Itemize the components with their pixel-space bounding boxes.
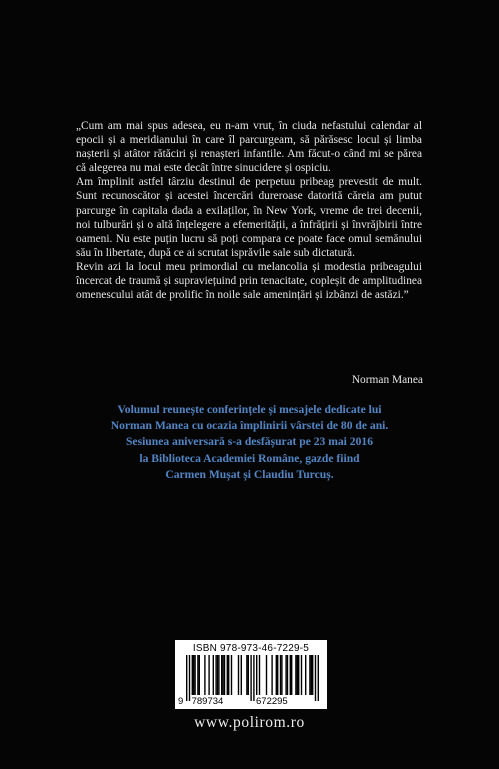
barcode-bar — [186, 655, 187, 701]
barcode-bar — [224, 655, 225, 695]
barcode-bar — [215, 655, 216, 695]
barcode-bar — [194, 655, 195, 695]
quote-paragraph-2: Am împlinit astfel târziu destinul de perpetuu pribeag prevestit de mult. Sunt recunoscător și acestei încercări dureroase datorită căreia am putut parcurge în capitala dada a exilaților, în New York, vreme de trei decenii, noi tulburări și o altă înțelegere a efemerității, a înfrățirii și învrăjbirii între oameni. Nu este puțin lucru să poți compara ce poate face omul semănului său în libertate, după ce ai scrutat isprăvile sale sub dictatură. — [76, 176, 422, 259]
barcode-bar — [301, 655, 302, 695]
barcode-bar — [311, 655, 312, 695]
barcode-bar — [208, 655, 209, 695]
barcode-bar — [238, 655, 239, 695]
barcode-graphic — [175, 640, 327, 709]
barcode-bar — [315, 655, 316, 701]
barcode-bar — [312, 655, 313, 695]
barcode-bar — [287, 655, 288, 695]
quote-paragraph-3: Revin azi la locul meu primordial cu melancolia și modestia pribeagului încercat de traumă și supraviețuind prin tenacitate, copleșit de amplitudinea omenescului atât de prolific în noile sale amenințări și izbânzi de astăzi.” — [76, 260, 422, 302]
description-line-4: la Biblioteca Academiei Române, gazde fiind — [139, 451, 360, 465]
barcode-bar — [241, 655, 242, 695]
barcode-bar — [280, 655, 281, 695]
barcode-bar — [305, 655, 306, 695]
quote-author: Norman Manea — [351, 374, 423, 386]
barcode-bar — [221, 655, 222, 695]
barcode-bar — [218, 655, 219, 695]
barcode-bar — [199, 655, 200, 695]
description-line-2: Norman Manea cu ocazia împlinirii vârstei de 80 de ani. — [110, 419, 389, 433]
description-line-1: Volumul reunește conferințele și mesajele dedicate lui — [117, 403, 382, 416]
barcode-digits: 672295 — [256, 696, 288, 707]
quote-paragraph-1: „Cum am mai spus adesea, eu n-am vrut, în ciuda nefastului calendar al epocii și a meridianului în care îl parcurgeam, să părăsesc locul și limba nașterii și atâtor rătăciri și renașteri infantile. Am făcut-o când mi se părea că alegerea nu mai este decât între sinucidere și ospiciu. — [76, 120, 422, 175]
barcode-bar — [285, 655, 286, 695]
barcode-bar — [259, 655, 260, 695]
barcode-bar — [281, 655, 282, 695]
barcode-bar — [213, 655, 214, 695]
barcode-bar — [193, 655, 194, 695]
barcode-digits: 9 — [178, 696, 184, 707]
barcode-bar — [246, 655, 247, 695]
barcode-bar — [197, 655, 198, 695]
barcode-bar — [309, 655, 310, 695]
barcode-bar — [291, 655, 292, 695]
description-line-5: Carmen Mușat și Claudiu Turcuș. — [165, 467, 334, 481]
publisher-website: www.polirom.ro — [194, 714, 305, 731]
description-line-3: Sesiunea aniversară s-a desfășurat pe 23 mai 2016 — [125, 435, 373, 449]
barcode-bar — [250, 655, 251, 701]
barcode-bar — [256, 655, 257, 695]
barcode-bar — [231, 655, 232, 695]
back-cover-quote — [76, 119, 422, 302]
barcode-bar — [318, 655, 319, 701]
barcode-bar — [297, 655, 298, 695]
barcode-bar — [189, 655, 190, 701]
barcode-bar — [298, 655, 299, 695]
barcode-bar — [266, 655, 267, 695]
isbn-label: ISBN 978-973-46-7229-5 — [192, 643, 310, 654]
book-description — [40, 402, 459, 483]
barcode-digits: 789734 — [191, 696, 224, 707]
barcode-bar — [248, 655, 249, 695]
barcode-bar — [192, 655, 193, 695]
barcode-bar — [295, 655, 296, 695]
barcode-bar — [290, 655, 291, 695]
barcode-bar — [228, 655, 229, 695]
barcode-bar — [222, 655, 223, 695]
isbn-barcode — [175, 640, 327, 709]
barcode-bar — [204, 655, 205, 695]
barcode-bar — [217, 655, 218, 695]
barcode-bar — [276, 655, 277, 695]
barcode-bar — [227, 655, 228, 695]
barcode-bar — [277, 655, 278, 695]
barcode-bar — [271, 655, 272, 695]
barcode-bar — [253, 655, 254, 701]
